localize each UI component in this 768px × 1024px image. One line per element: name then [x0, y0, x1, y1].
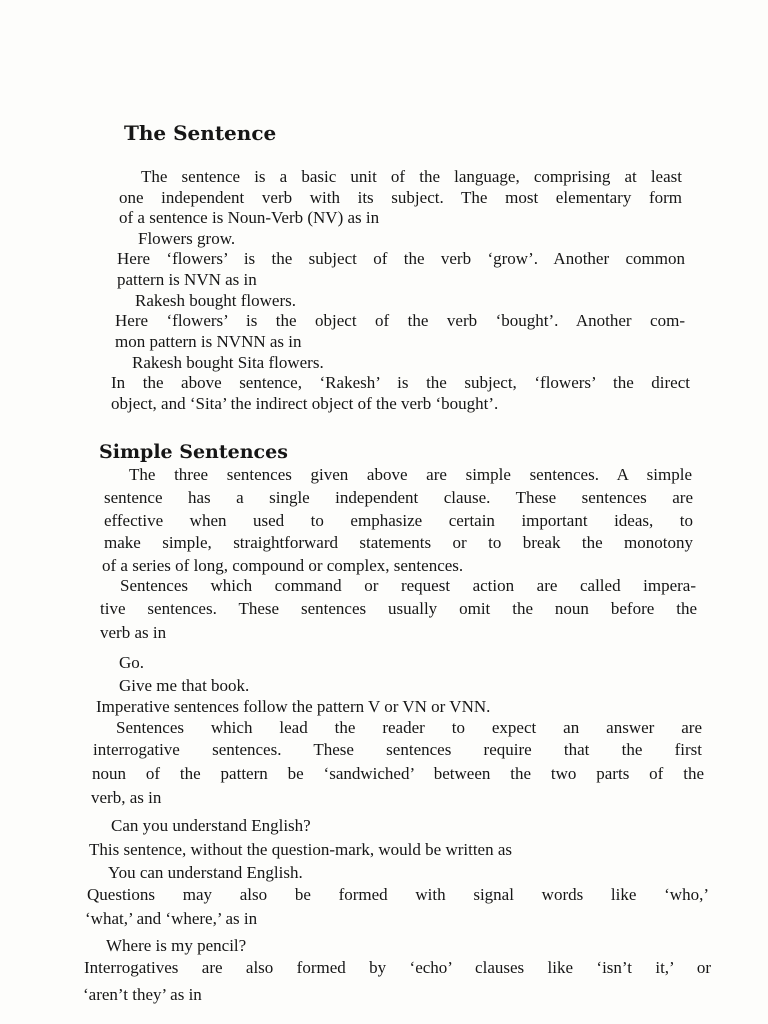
paragraph-line: of a sentence is Noun-Verb (NV) as in	[119, 208, 380, 227]
paragraph-line: verb as in	[100, 623, 167, 642]
paragraph-line: tive sentences. These sentences usually omit the noun before the	[100, 599, 697, 618]
paragraph-line: Sentences which lead the reader to expect an answer are	[116, 718, 702, 737]
paragraph-line: noun of the pattern be ‘sandwiched’ between the two parts of the	[92, 764, 704, 783]
paragraph-line: This sentence, without the question-mark, would be written as	[89, 840, 513, 859]
heading-simple-sentences: Simple Sentences	[99, 441, 288, 463]
paragraph-line: pattern is NVN as in	[117, 270, 257, 289]
paragraph-line: Sentences which command or request action are called impera-	[120, 576, 696, 595]
example-sentence: Rakesh bought flowers.	[135, 291, 297, 310]
paragraph-line: effective when used to emphasize certain important ideas, to	[104, 511, 693, 530]
heading-the-sentence: The Sentence	[124, 121, 277, 145]
example-sentence: You can understand English.	[108, 863, 303, 882]
example-sentence: Give me that book.	[119, 676, 250, 695]
paragraph-line: Questions may also be formed with signal words like ‘who,’	[87, 885, 709, 904]
paragraph-line: ‘what,’ and ‘where,’ as in	[85, 909, 258, 928]
paragraph-line: ‘aren’t they’ as in	[83, 985, 202, 1004]
paragraph-line: Here ‘flowers’ is the subject of the verb ‘grow’. Another common	[117, 249, 685, 268]
paragraph-line: In the above sentence, ‘Rakesh’ is the subject, ‘flowers’ the direct	[111, 373, 690, 392]
example-sentence: Where is my pencil?	[106, 936, 247, 955]
paragraph-line: one independent verb with its subject. The most elementary form	[119, 188, 682, 207]
example-sentence: Rakesh bought Sita flowers.	[132, 353, 324, 372]
paragraph-line: Here ‘flowers’ is the object of the verb ‘bought’. Another com-	[115, 311, 685, 330]
paragraph-line: Interrogatives are also formed by ‘echo’ clauses like ‘isn’t it,’ or	[84, 958, 711, 977]
paragraph-line: sentence has a single independent clause. These sentences are	[104, 488, 693, 507]
paragraph-line: mon pattern is NVNN as in	[115, 332, 302, 351]
paragraph-line: make simple, straightforward statements or to break the monotony	[104, 533, 693, 552]
paragraph-line: The sentence is a basic unit of the language, comprising at least	[141, 167, 682, 186]
example-sentence: Can you understand English?	[111, 816, 311, 835]
paragraph-line: object, and ‘Sita’ the indirect object of the verb ‘bought’.	[111, 394, 499, 413]
paragraph-line: interrogative sentences. These sentences require that the first	[93, 740, 702, 759]
paragraph-line: Imperative sentences follow the pattern V or VN or VNN.	[96, 697, 491, 716]
example-sentence: Flowers grow.	[138, 229, 236, 248]
example-sentence: Go.	[119, 653, 145, 672]
paragraph-line: of a series of long, compound or complex, sentences.	[102, 556, 464, 575]
paragraph-line: verb, as in	[91, 788, 162, 807]
paragraph-line: The three sentences given above are simple sentences. A simple	[129, 465, 692, 484]
